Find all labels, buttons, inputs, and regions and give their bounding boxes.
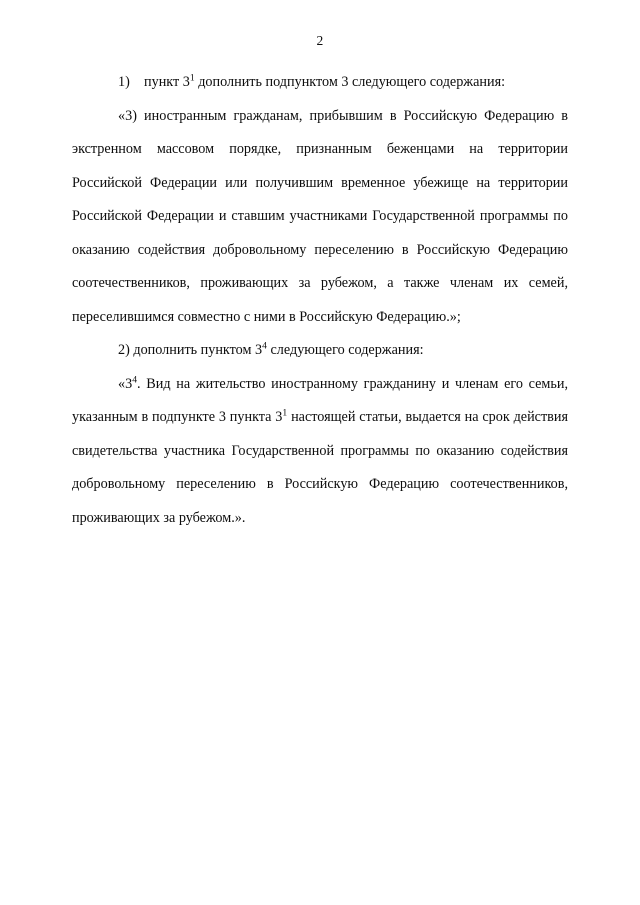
superscript-4: 4 bbox=[262, 340, 267, 352]
paragraph-quote-3-4 bbox=[72, 368, 568, 536]
paragraph-run: 2) дополнить пунктом $3^4$ следующего содержания: bbox=[118, 340, 424, 358]
paragraph-quote-3 bbox=[72, 100, 568, 335]
paragraph-item-2 bbox=[72, 334, 568, 368]
page-number: 2 bbox=[316, 33, 324, 48]
superscript-1: 1 bbox=[282, 407, 288, 419]
document-body bbox=[72, 66, 568, 535]
paragraph-run: «$3^4$. Вид на жительство иностранному гражданину и членам его семьи, указанным в подпункте 3 пункта $3^1$ настоящей статьи, выдается на срок действия свидетельства участника Государственной программы по оказанию содействия добровольному переселению в Российскую Федерацию соотечественников, проживающих за рубежом.». bbox=[72, 373, 568, 526]
paragraph-item-1 bbox=[72, 66, 568, 100]
superscript-4: 4 bbox=[132, 373, 138, 385]
superscript-1: 1 bbox=[189, 72, 195, 84]
paragraph-run: «3) иностранным гражданам, прибывшим в Российскую Федерацию в экстренном массовом порядке, признанным беженцами на территории Российской Федерации или получившим временное убежище на территории Российской Федерации и ставшим участниками Государственной программы по оказанию содействия добровольному переселению в Российскую Федерацию соотечественников, проживающих за рубежом, а также членам их семей, переселившимся совместно с ними в Российскую Федерацию.»; bbox=[72, 107, 568, 325]
paragraph-run: 1) пункт $3^1$ дополнить подпунктом 3 следующего содержания: bbox=[118, 72, 506, 90]
